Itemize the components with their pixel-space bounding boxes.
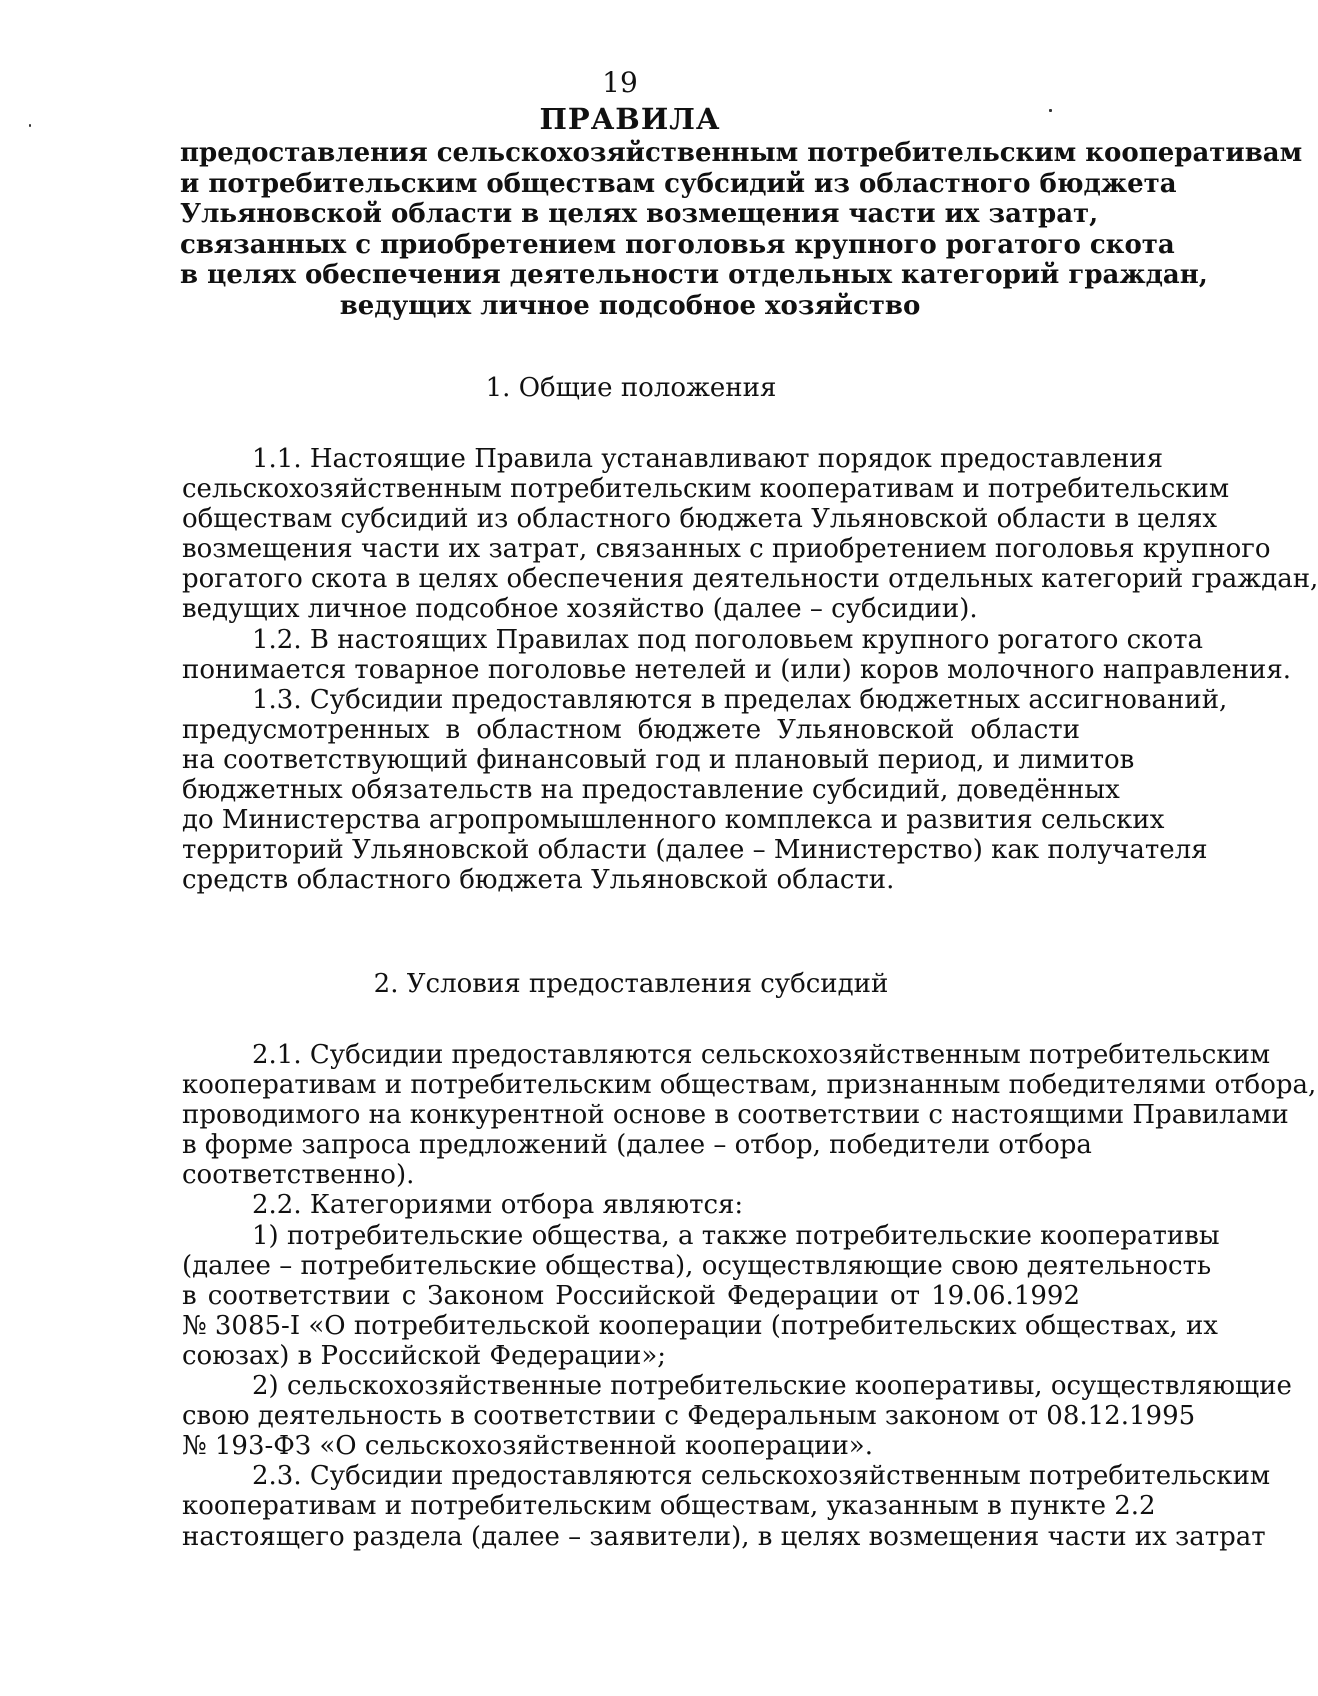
- text-line: предусмотренных в областном бюджете Ульяновской области: [182, 714, 1080, 745]
- section-1-title-wrap: [182, 372, 1080, 404]
- text-line: на соответствующий финансовый год и плановый период, и лимитов: [182, 744, 1135, 775]
- text-line: средств областного бюджета Ульяновской области.: [182, 865, 895, 896]
- paragraph-1-1: [182, 444, 1318, 625]
- text-line: свою деятельность в соответствии с Федеральным законом от 08.12.1995: [182, 1401, 1196, 1432]
- text-line: 1) потребительские общества, а также потребительские кооперативы: [252, 1220, 1220, 1251]
- section-title: 2. Условия предоставления субсидий: [373, 969, 889, 999]
- paragraph-2-2-2: [182, 1371, 1292, 1462]
- text-line: понимается товарное поголовье нетелей и (или) коров молочного направления.: [182, 654, 1292, 685]
- text-line: в соответствии с Законом Российской Федерации от 19.06.1992: [182, 1280, 1080, 1311]
- section-1-body: [182, 444, 1318, 896]
- text-line: ведущих личное подсобное хозяйство (далее – субсидии).: [182, 594, 978, 625]
- title-line: и потребительским обществам субсидий из областного бюджета: [180, 168, 1177, 199]
- text-line: до Министерства агропромышленного комплекса и развития сельских: [182, 805, 1165, 836]
- text-line: территорий Ульяновской области (далее – Министерство) как получателя: [182, 835, 1208, 866]
- paragraph-2-2-1: [182, 1220, 1220, 1371]
- text-line: в форме запроса предложений (далее – отбор, победители отбора: [182, 1130, 1092, 1161]
- title-line: связанных с приобретением поголовья крупного рогатого скота: [180, 229, 1175, 260]
- text-line: союзах) в Российской Федерации»;: [182, 1340, 667, 1371]
- page-number: 19: [602, 66, 638, 99]
- text-line: настоящего раздела (далее – заявители), в целях возмещения части их затрат: [182, 1521, 1266, 1552]
- text-line: № 3085-I «О потребительской кооперации (потребительских обществах, их: [182, 1310, 1218, 1341]
- text-line: 1.2. В настоящих Правилах под поголовьем крупного рогатого скота: [252, 624, 1203, 655]
- text-line: 2.3. Субсидии предоставляются сельскохозяйственным потребительским: [252, 1461, 1271, 1492]
- paragraph-1-3: [182, 684, 1228, 896]
- text-line: проводимого на конкурентной основе в соответствии с настоящими Правилами: [182, 1100, 1289, 1131]
- text-line: бюджетных обязательств на предоставление субсидий, доведённых: [182, 775, 1120, 806]
- section-title: 1. Общие положения: [485, 373, 777, 403]
- scan-mark: [29, 124, 31, 127]
- title-line: Ульяновской области в целях возмещения части их затрат,: [180, 199, 1099, 229]
- text-line: кооперативам и потребительским обществам, указанным в пункте 2.2: [182, 1491, 1156, 1522]
- section-2-title-wrap: [182, 968, 1080, 1000]
- text-line: сельскохозяйственным потребительским кооперативам и потребительским: [182, 474, 1230, 505]
- text-line: 1.3. Субсидии предоставляются в пределах бюджетных ассигнований,: [252, 684, 1228, 715]
- paragraph-2-2: [182, 1190, 1080, 1220]
- document-title: [180, 100, 1303, 321]
- text-line: 2.1. Субсидии предоставляются сельскохозяйственным потребительским: [252, 1040, 1271, 1070]
- paragraph-2-3: [182, 1461, 1271, 1552]
- title-line: ведущих личное подсобное хозяйство: [339, 290, 921, 321]
- text-line: 2.2. Категориями отбора являются:: [252, 1190, 744, 1221]
- title-line: предоставления сельскохозяйственным потребительским кооперативам: [180, 138, 1303, 168]
- paragraph-1-2: [182, 624, 1292, 685]
- text-line: обществам субсидий из областного бюджета Ульяновской области в целях: [182, 504, 1218, 535]
- section-2-body: [182, 1040, 1317, 1552]
- text-line: возмещения части их затрат, связанных с приобретением поголовья крупного: [182, 534, 1271, 565]
- text-line: рогатого скота в целях обеспечения деятельности отдельных категорий граждан,: [182, 564, 1318, 595]
- title-word: ПРАВИЛА: [539, 102, 721, 136]
- text-line: 1.1. Настоящие Правила устанавливают порядок предоставления: [252, 444, 1164, 474]
- text-line: кооперативам и потребительским обществам, признанным победителями отбора,: [182, 1070, 1317, 1101]
- paragraph-2-1: [182, 1040, 1317, 1191]
- text-line: (далее – потребительские общества), осуществляющие свою деятельность: [182, 1250, 1212, 1281]
- text-line: № 193-ФЗ «О сельскохозяйственной кооперации».: [182, 1431, 873, 1462]
- text-line: 2) сельскохозяйственные потребительские кооперативы, осуществляющие: [252, 1371, 1292, 1402]
- title-line: в целях обеспечения деятельности отдельных категорий граждан,: [180, 260, 1208, 290]
- text-line: соответственно).: [182, 1160, 415, 1191]
